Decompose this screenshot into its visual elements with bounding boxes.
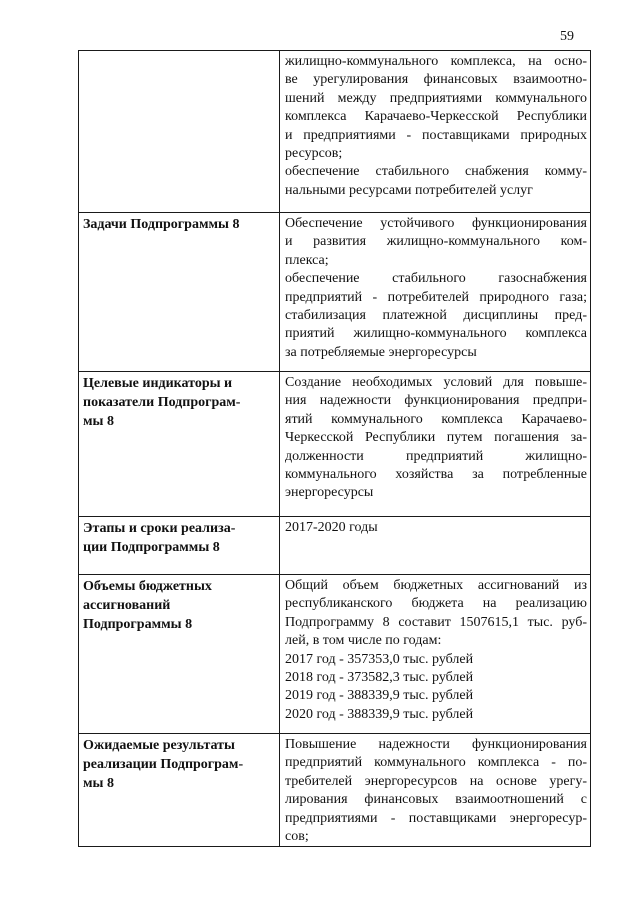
row-label-line: Задачи Подпрограммы 8 xyxy=(83,217,240,232)
row-value-line: Подпрограмму 8 составит 1507615,1 тыс. руб- xyxy=(285,614,587,630)
row-value-line: комплекса Карачаево-Черкесской Республики xyxy=(285,109,587,125)
row-value-cell xyxy=(280,213,591,372)
row-label-cell xyxy=(79,734,280,847)
row-value-cell xyxy=(280,575,591,734)
row-value-line: плекса; xyxy=(285,252,329,268)
row-value-text xyxy=(285,577,587,724)
row-value-line: ятий коммунального комплекса Карачаево- xyxy=(285,411,587,427)
row-label-line: реализации Подпрограм- xyxy=(83,757,244,772)
row-value-line: и предприятиями - поставщиками природных xyxy=(285,127,587,143)
row-label-line: Ожидаемые результаты xyxy=(83,738,235,753)
row-label-cell xyxy=(79,372,280,517)
row-value-text xyxy=(285,215,587,362)
row-value-text xyxy=(285,53,587,200)
row-label-line: Целевые индикаторы и xyxy=(83,376,233,391)
row-value-line: коммунального хозяйства за потребленные xyxy=(285,466,587,482)
row-value-line: приятий жилищно-коммунального комплекса xyxy=(285,326,587,342)
passport-row xyxy=(79,734,591,847)
row-value-text xyxy=(285,519,587,537)
row-label-line: ассигнований xyxy=(83,598,171,613)
row-value-line: 2017 год - 357353,0 тыс. рублей xyxy=(285,651,474,667)
row-value-line: сов; xyxy=(285,828,309,844)
subprogram-passport-table xyxy=(78,50,591,847)
row-value-line: шений между предприятиями коммунального xyxy=(285,90,587,106)
row-value-line: Обеспечение устойчивого функционирования xyxy=(285,216,587,231)
row-value-text xyxy=(285,374,587,503)
row-value-line: предприятий - потребителей природного газа; xyxy=(285,289,587,305)
row-value-line: Общий объем бюджетных ассигнований из xyxy=(285,578,587,593)
row-value-line: обеспечение стабильного снабжения комму- xyxy=(285,164,587,180)
row-label-line: ции Подпрограммы 8 xyxy=(83,540,220,555)
row-label-line: Подпрограммы 8 xyxy=(83,617,193,632)
row-value-line: требителей энергоресурсов на основе урегу- xyxy=(285,773,587,789)
passport-row xyxy=(79,517,591,575)
row-label xyxy=(83,374,275,431)
row-label xyxy=(83,215,275,234)
row-value-line: энергоресурсы xyxy=(285,485,374,501)
row-label xyxy=(83,519,275,557)
row-value-line: стабилизация платежной дисциплины пред- xyxy=(285,307,587,323)
row-value-line: 2020 год - 388339,9 тыс. рублей xyxy=(285,706,474,722)
row-value-line: и развития жилищно-коммунального ком- xyxy=(285,234,587,250)
row-value-line: нальными ресурсами потребителей услуг xyxy=(285,182,533,198)
passport-row xyxy=(79,575,591,734)
row-label xyxy=(83,736,275,793)
row-value-line: долженности предприятий жилищно- xyxy=(285,448,587,464)
row-value-line: Черкесской Республики путем погашения за- xyxy=(285,430,587,446)
row-value-cell xyxy=(280,372,591,517)
row-label-line: мы 8 xyxy=(83,414,114,429)
row-value-line: лирования финансовых взаимоотношений с xyxy=(285,792,587,808)
passport-row xyxy=(79,213,591,372)
row-value-line: ния надежности функционирования предпри- xyxy=(285,393,587,409)
row-value-line: Повышение надежности функционирования xyxy=(285,737,587,752)
row-label-cell xyxy=(79,51,280,213)
row-value-line: лей, в том числе по годам: xyxy=(285,633,442,649)
row-value-line: 2018 год - 373582,3 тыс. рублей xyxy=(285,669,474,685)
passport-row xyxy=(79,51,591,213)
row-value-cell xyxy=(280,734,591,847)
row-value-line: Создание необходимых условий для повыше- xyxy=(285,375,587,390)
row-value-line: предприятий коммунального комплекса - по- xyxy=(285,755,587,771)
row-label xyxy=(83,577,275,634)
row-value-line: 2019 год - 388339,9 тыс. рублей xyxy=(285,688,474,704)
row-value-cell xyxy=(280,51,591,213)
row-value-line: ве урегулирования финансовых взаимоотно- xyxy=(285,72,587,88)
row-label-cell xyxy=(79,575,280,734)
row-value-line: за потребляемые энергоресурсы xyxy=(285,344,477,360)
row-label-cell xyxy=(79,213,280,372)
row-label-line: Объемы бюджетных xyxy=(83,579,212,594)
row-value-text xyxy=(285,736,587,846)
row-label-line: мы 8 xyxy=(83,776,114,791)
passport-row xyxy=(79,372,591,517)
page-number: 59 xyxy=(560,29,574,44)
row-value-line: ресурсов; xyxy=(285,145,343,161)
row-value-line: 2017-2020 годы xyxy=(285,520,378,535)
row-value-line: республиканского бюджета на реализацию xyxy=(285,596,587,612)
row-label-line: Этапы и сроки реализа- xyxy=(83,521,236,536)
row-value-line: жилищно-коммунального комплекса, на осно- xyxy=(285,54,587,69)
row-label-line: показатели Подпрограм- xyxy=(83,395,241,410)
row-value-cell xyxy=(280,517,591,575)
row-value-line: предприятиями - поставщиками энергоресур- xyxy=(285,810,587,826)
row-label-cell xyxy=(79,517,280,575)
row-value-line: обеспечение стабильного газоснабжения xyxy=(285,271,587,287)
